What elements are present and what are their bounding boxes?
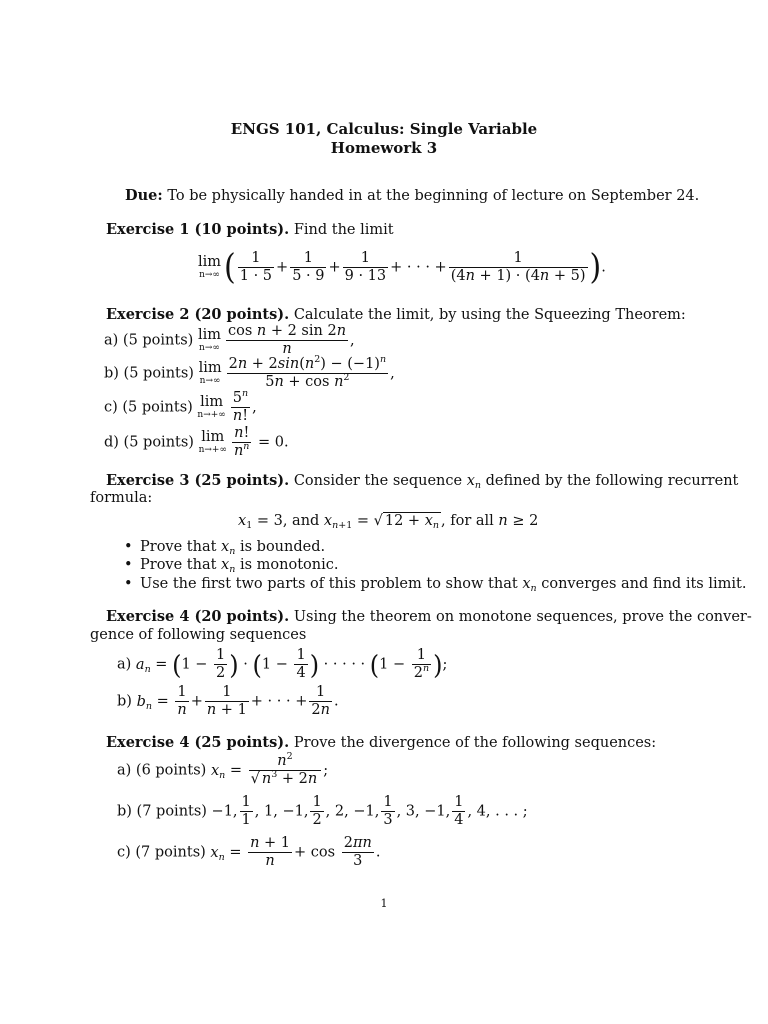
exercise-2-intro [106, 306, 686, 323]
exercise-2-text: Calculate the limit, by using the Squeezing Theorem: [293, 307, 686, 323]
exercise-4b: b) $b_n$ = $\frac{1}{n}$ + $\frac{1}{n + 1}$ + · · · + $\frac{1}{2n}$ . [117, 684, 339, 718]
exercise-2b: b) (5 points) lim n→∞ $\frac{2n + 2\sin(n^2) - (-1)^n}{5n + \cos n^2}$ , [104, 354, 395, 390]
exercise-4-heading: Exercise 4 (20 points). [106, 608, 290, 625]
due-line [125, 187, 699, 204]
exercise-5-intro [106, 734, 656, 751]
exercise-2a-label: a) (5 points) [104, 332, 194, 349]
document-title: ENGS 101, Calculus: Single Variable [230, 120, 538, 138]
exercise-5-text: Prove the divergence of the following sequences: [293, 735, 657, 751]
exercise-5a: a) (6 points) $x_n$ = $\frac{n^2}{√ n^3 + 2n}$ ; [117, 751, 329, 787]
exercise-3-heading: Exercise 3 (25 points). [106, 472, 290, 489]
exercise-3-text-b: defined by the following recurrent [485, 473, 739, 489]
exercise-1-text: Find the limit [293, 222, 394, 238]
exercise-3-bullet: • Use the first two parts of this problem to show that $x_n$ converges and find its limit. [124, 576, 747, 594]
exercise-3-recurrence: $x_1 = 3$, and $x_{n+1}$ = √ $12 + x_n$ , for all n ≥ 2 [238, 513, 539, 531]
exercise-5c-label: c) (7 points) [117, 844, 206, 861]
due-label: Due: [125, 187, 163, 204]
exercise-1-formula: lim n→∞ ( $\frac{1}{1 \cdot 5}$ + $\frac{1}{5 \cdot 9}$ + $\frac{1}{9 \cdot 13}$ + · · · + $\frac{1}{(4n + 1) \cdot (4n + 5)}$ ). [198, 246, 606, 288]
exercise-2-heading: Exercise 2 (20 points). [106, 306, 290, 323]
due-text: To be physically handed in at the beginning of lecture on September 24. [167, 188, 700, 204]
page-number: 1 [380, 897, 388, 910]
exercise-1-intro [106, 221, 394, 238]
exercise-3-bullet: • Prove that $x_n$ is monotonic. [124, 557, 339, 575]
exercise-5b: b) (7 points) −1, $\frac{1}{1}$ , 1, −1, $\frac{1}{2}$ , 2, −1, $\frac{1}{3}$ , 3, −1, $\frac{1}{4}$ , 4, . . . ; [117, 794, 528, 828]
exercise-4-text: Using the theorem on monotone sequences, prove the conver- [293, 609, 752, 625]
document-subtitle: Homework 3 [330, 139, 438, 157]
exercise-5b-label: b) (7 points) [117, 803, 207, 820]
exercise-2b-label: b) (5 points) [104, 365, 194, 382]
exercise-2d: d) (5 points) lim n→+∞ $\frac{n!}{n^n}$ = 0. [104, 425, 289, 459]
exercise-4-intro [106, 608, 752, 625]
exercise-5-heading: Exercise 4 (25 points). [106, 734, 290, 751]
exercise-2d-label: d) (5 points) [104, 434, 194, 451]
exercise-5a-label: a) (6 points) [117, 762, 207, 779]
exercise-5c: c) (7 points) $x_n$ = $\frac{n + 1}{n}$ + cos $\frac{2\pi n}{3}$ . [117, 835, 381, 869]
exercise-4a: a) $a_n = (1$ − $\frac{1}{2}$ ) · (1 − $\frac{1}{4}$ ) · · · · · (1 − $\frac{1}{2^n}$ ); [117, 647, 448, 681]
exercise-4-text-line2: gence of following sequences [90, 627, 307, 643]
exercise-2a: a) (5 points) lim n→∞ $\frac{\text{cos n + 2 sin 2n}}{n}$ , [104, 323, 355, 357]
exercise-3-formula-label: formula: [90, 490, 153, 506]
exercise-2c: c) (5 points) lim n→+∞ $\frac{5^n}{n!}$ , [104, 388, 257, 424]
exercise-2c-label: c) (5 points) [104, 399, 193, 416]
exercise-1-heading: Exercise 1 (10 points). [106, 221, 290, 238]
exercise-3-bullet: • Prove that $x_n$ is bounded. [124, 539, 326, 557]
exercise-3-text: Consider the sequence [293, 473, 463, 489]
exercise-3-intro: Exercise 3 (25 points). Consider the sequence $x_n$ defined by the following recurrent [106, 472, 739, 491]
